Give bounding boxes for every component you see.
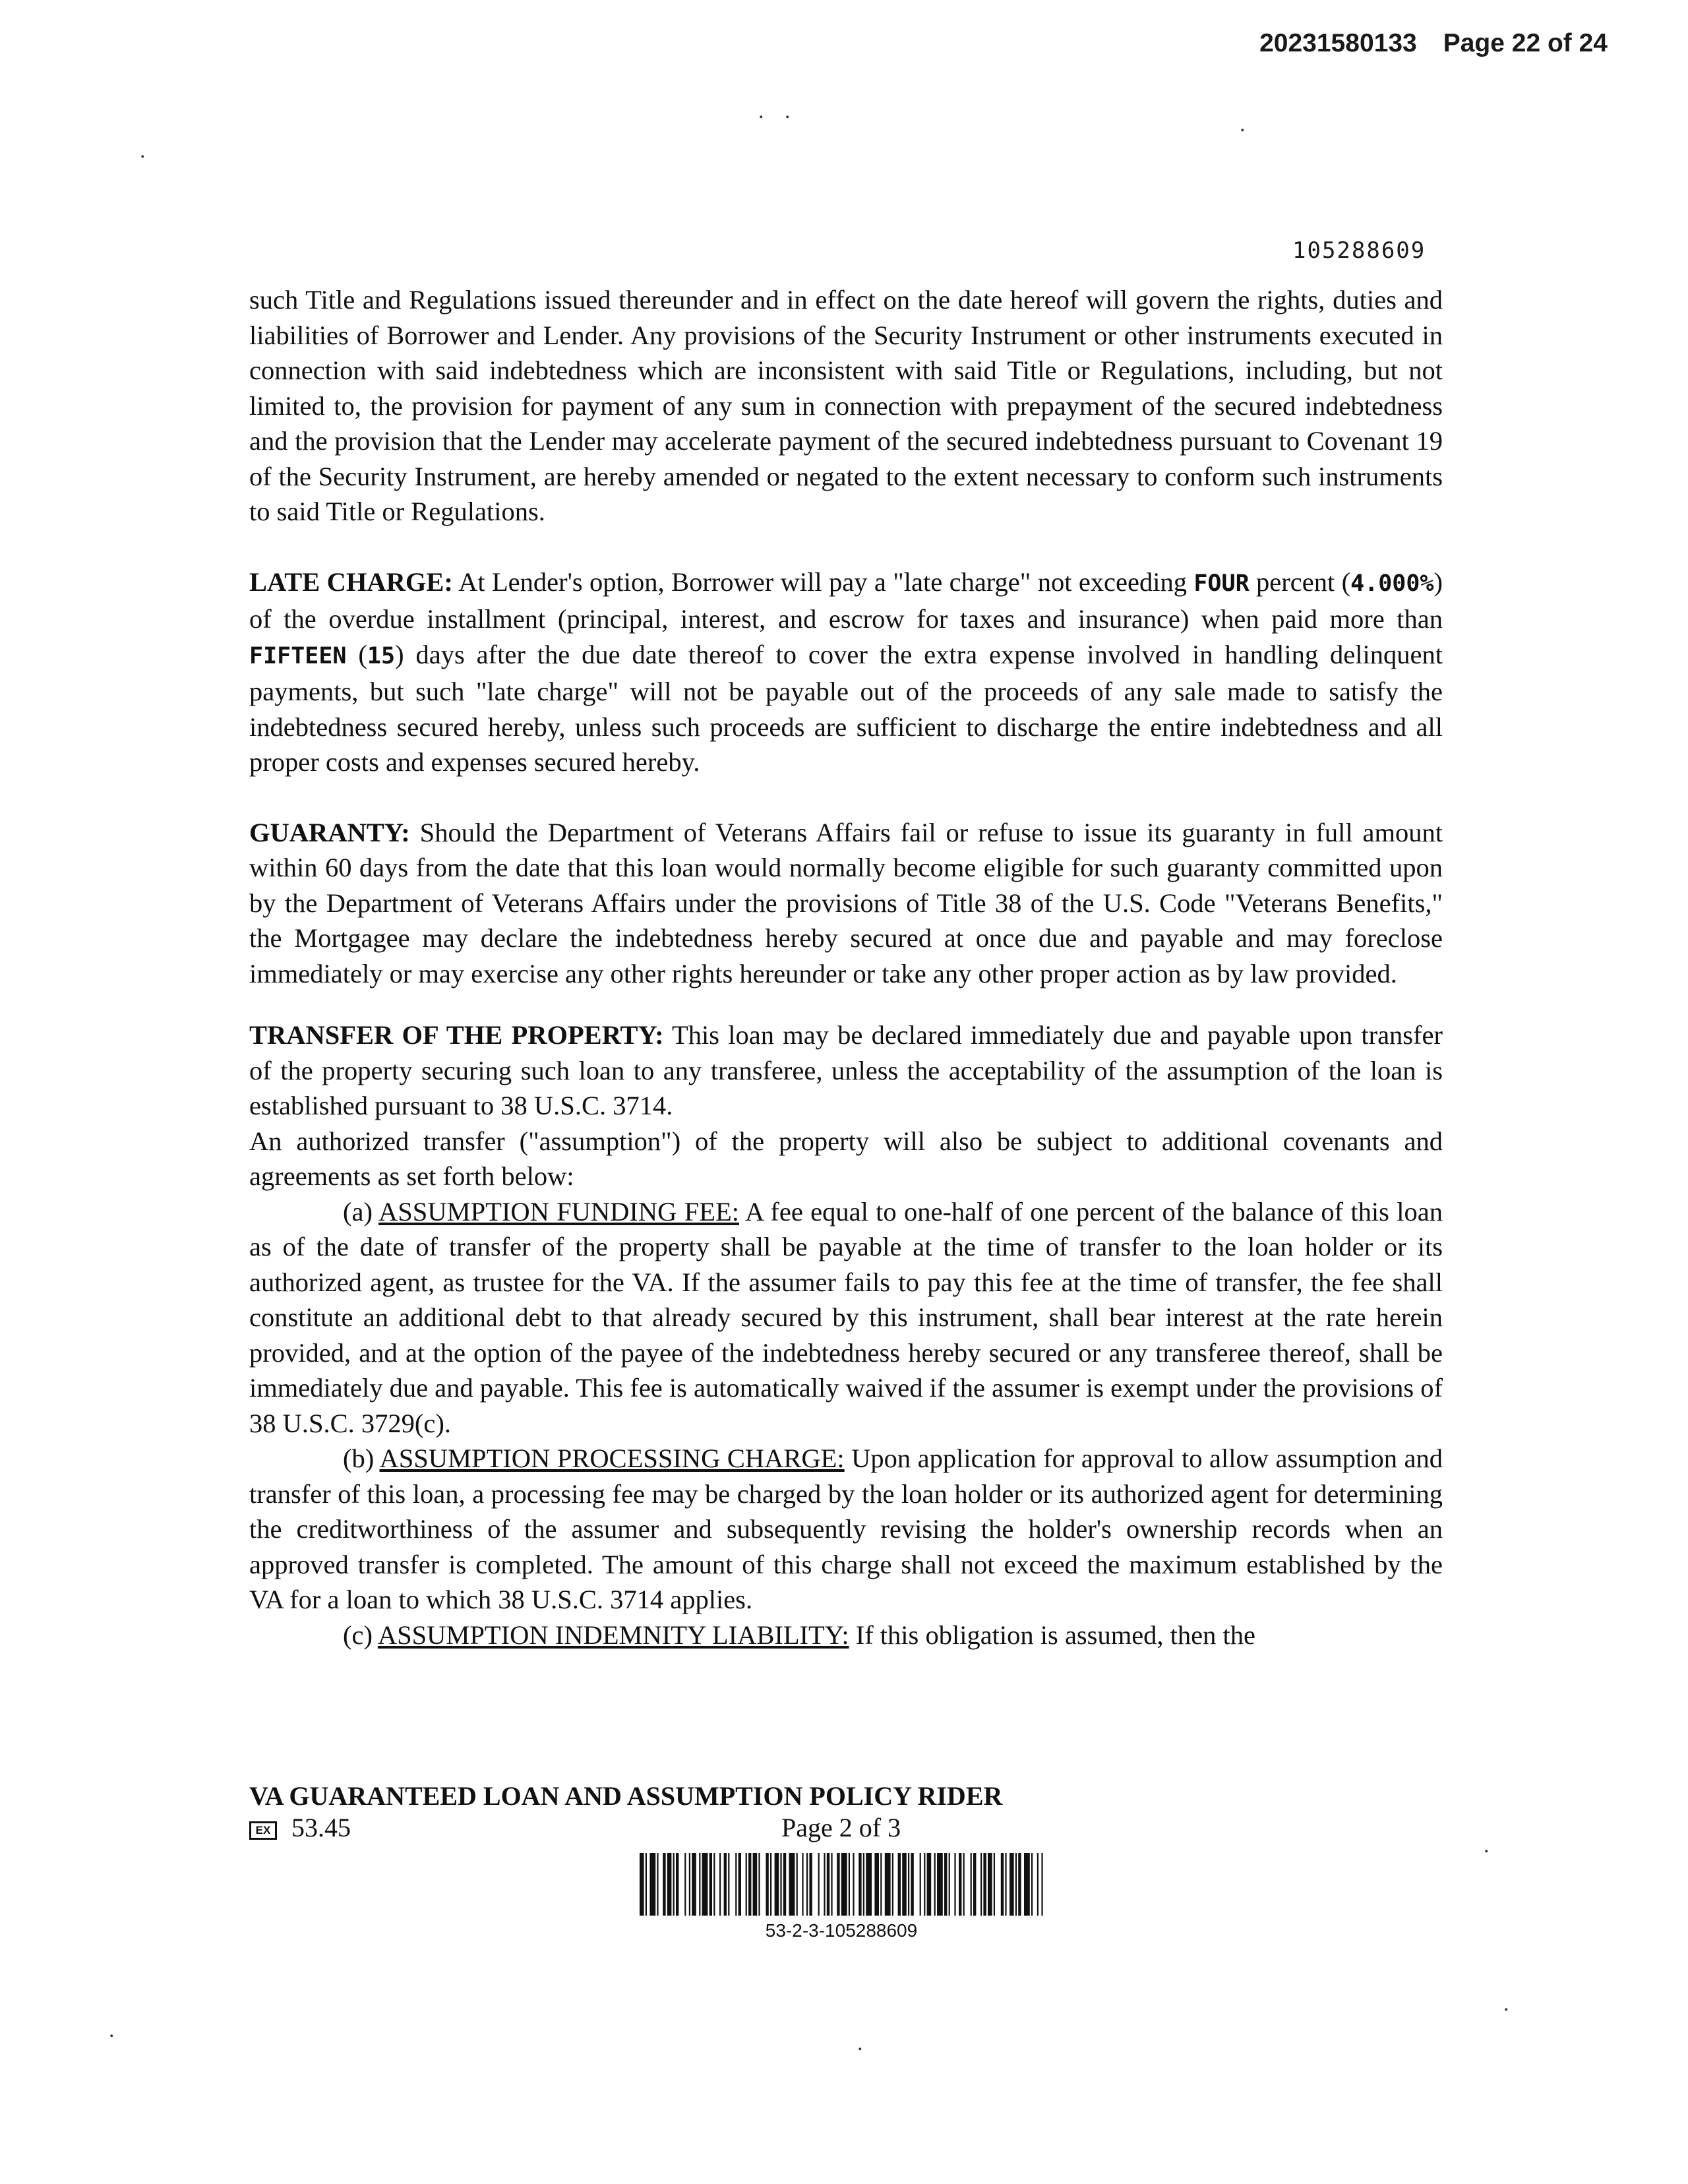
barcode-bar bbox=[880, 1853, 882, 1916]
barcode-bar bbox=[724, 1853, 727, 1916]
barcode-bar bbox=[789, 1853, 795, 1916]
assumption-processing-charge-item bbox=[249, 1441, 1443, 1618]
item-title: ASSUMPTION INDEMNITY LIABILITY: bbox=[377, 1620, 849, 1650]
barcode-bar bbox=[853, 1853, 854, 1916]
barcode-bar bbox=[837, 1853, 839, 1916]
late-charge-section bbox=[249, 564, 1443, 780]
barcode-bar bbox=[1015, 1853, 1017, 1916]
barcode-bar bbox=[892, 1853, 893, 1916]
late-charge-text: At Lender's option, Borrower will pay a "late charge" not exceeding bbox=[452, 566, 1194, 597]
barcode-bar bbox=[971, 1853, 972, 1916]
barcode-bar bbox=[1024, 1853, 1030, 1916]
item-text: If this obligation is assumed, then the bbox=[849, 1620, 1255, 1650]
ex-form-icon: EX bbox=[249, 1821, 277, 1840]
recording-number: 20231580133 bbox=[1259, 29, 1417, 57]
scan-speck: . bbox=[758, 99, 764, 123]
barcode-bar bbox=[934, 1853, 936, 1916]
barcode-bar bbox=[983, 1853, 986, 1916]
barcode-bar bbox=[818, 1853, 820, 1916]
transfer-section bbox=[249, 1017, 1443, 1124]
barcode-bar bbox=[758, 1853, 760, 1916]
item-text: A fee equal to one-half of one percent of the balance of this loan as of the date of transfer of the property shall be payable at the time of transfer to the loan holder or its authorized agent, as trustee for the VA. If the assumer fails to pay this fee at the time of transfer, the fee shall constitute an additional debt to that already secured by this instrument, shall bear interest at the rate herein provided, and at the option of the payee of the indebtedness hereby secured or any transferee thereof, shall be immediately due and payable. This fee is automatically waived if the assumer is exempt under the provisions of 38 U.S.C. 3729(c). bbox=[249, 1196, 1443, 1438]
barcode-bar bbox=[937, 1853, 943, 1916]
barcode-bar bbox=[920, 1853, 921, 1916]
barcode-bar bbox=[689, 1853, 690, 1916]
barcode-bar bbox=[663, 1853, 665, 1916]
late-charge-days-value: 15 bbox=[367, 642, 396, 669]
barcode-bar bbox=[827, 1853, 829, 1916]
intro-paragraph: such Title and Regulations issued thereunder and in effect on the date hereof will govern the rights, duties and liabilities of Borrower and Lender. Any provisions of the Security Instrument or other instruments executed in connection with said indebtedness which are inconsistent with said Title or Regulations, including, but not limited to, the provision for payment of any sum in connection with prepayment of the secured indebtedness and the provision that the Lender may accelerate payment of the secured indebtedness pursuant to Covenant 19 of the Security Instrument, are hereby amended or negated to the extent necessary to conform such instruments to said Title or Regulations. bbox=[249, 285, 1443, 526]
barcode-bar bbox=[728, 1853, 729, 1916]
recording-header bbox=[1259, 29, 1608, 58]
loan-number: 105288609 bbox=[1292, 237, 1426, 264]
barcode-bar bbox=[775, 1853, 779, 1916]
barcode-bar bbox=[646, 1853, 647, 1916]
barcode-bar bbox=[902, 1853, 907, 1916]
scan-speck: . bbox=[1240, 112, 1246, 136]
barcode-bar bbox=[735, 1853, 737, 1916]
barcode-bar bbox=[885, 1853, 891, 1916]
item-marker: (a) bbox=[343, 1196, 379, 1227]
scan-speck: . bbox=[785, 99, 791, 123]
late-charge-text: ( bbox=[346, 639, 367, 669]
barcode-bar bbox=[1041, 1853, 1042, 1916]
barcode-bar bbox=[924, 1853, 925, 1916]
barcode-bar bbox=[770, 1853, 771, 1916]
barcode-bar bbox=[949, 1853, 950, 1916]
rider-body bbox=[249, 282, 1443, 1653]
guaranty-section bbox=[249, 815, 1443, 992]
scan-speck: . bbox=[140, 138, 146, 163]
transfer-heading: TRANSFER OF THE PROPERTY: bbox=[249, 1020, 664, 1050]
barcode-bar bbox=[783, 1853, 786, 1916]
barcode-bar bbox=[753, 1853, 758, 1916]
guaranty-heading: GUARANTY: bbox=[249, 817, 410, 847]
item-text: Upon application for approval to allow assumption and transfer of this loan, a processing fee may be charged by the loan holder or its authorized agent for determining the creditworthiness of the assumer and subsequently revising the holder's ownership records when an approved transfer is completed. The amount of this charge shall not exceed the maximum established by the VA for a loan to which 38 U.S.C. 3714 applies. bbox=[249, 1443, 1443, 1614]
barcode-bar bbox=[699, 1853, 700, 1916]
barcode-bar bbox=[738, 1853, 741, 1916]
barcode-bar bbox=[824, 1853, 825, 1916]
scan-speck: . bbox=[1503, 1991, 1509, 2016]
form-number: 53.45 bbox=[291, 1813, 351, 1842]
barcode-bar bbox=[809, 1853, 812, 1916]
barcode-bar bbox=[849, 1853, 850, 1916]
assumption-indemnity-liability-item bbox=[249, 1618, 1443, 1653]
barcode-bar bbox=[780, 1853, 781, 1916]
barcode-bar bbox=[649, 1853, 655, 1916]
barcode-bar bbox=[692, 1853, 696, 1916]
barcode-bar bbox=[719, 1853, 721, 1916]
barcode-bar bbox=[713, 1853, 715, 1916]
form-page-label: Page 2 of 3 bbox=[781, 1813, 901, 1842]
late-charge-text: ) days after the due date thereof to cover the extra expense involved in handling delinquent payments, but such "late charge" will not be payable out of the proceeds of any sale made to satisfy the indebtedness secured hereby, unless such proceeds are sufficient to discharge the entire indebtedness and all proper costs and expenses secured hereby. bbox=[249, 639, 1443, 777]
barcode-bar bbox=[667, 1853, 672, 1916]
barcode-bar bbox=[673, 1853, 675, 1916]
barcode-bar bbox=[841, 1853, 847, 1916]
item-title: ASSUMPTION FUNDING FEE: bbox=[378, 1196, 739, 1227]
barcode-bar bbox=[1010, 1853, 1014, 1916]
barcode-bar bbox=[988, 1853, 992, 1916]
barcode-bar bbox=[802, 1853, 803, 1916]
barcode-bar bbox=[797, 1853, 798, 1916]
barcode-bar bbox=[866, 1853, 872, 1916]
barcode-bar bbox=[1018, 1853, 1021, 1916]
barcode-bar bbox=[748, 1853, 751, 1916]
barcode-bar bbox=[1031, 1853, 1033, 1916]
recording-page-label: Page 22 of 24 bbox=[1443, 29, 1608, 57]
item-marker: (b) bbox=[343, 1443, 380, 1473]
scan-speck: . bbox=[109, 2018, 115, 2042]
barcode-bar bbox=[954, 1853, 955, 1916]
item-title: ASSUMPTION PROCESSING CHARGE: bbox=[379, 1443, 845, 1473]
barcode-bar bbox=[859, 1853, 861, 1916]
late-charge-text: ) of the overdue installment (principal, interest, and escrow for taxes and insurance) when paid more than bbox=[249, 566, 1443, 634]
barcode-bar bbox=[640, 1853, 644, 1916]
assumption-funding-fee-item bbox=[249, 1194, 1443, 1441]
late-charge-heading: LATE CHARGE: bbox=[249, 566, 453, 597]
barcode-bar bbox=[806, 1853, 808, 1916]
late-charge-text: percent ( bbox=[1249, 566, 1351, 597]
barcode-number: 53-2-3-105288609 bbox=[765, 1920, 918, 1941]
late-charge-percent-value: 4.000% bbox=[1350, 570, 1434, 597]
barcode-bar bbox=[911, 1853, 913, 1916]
transfer-authorized-paragraph: An authorized transfer ("assumption") of the property will also be subject to additional covenants and agreements as set forth below: bbox=[249, 1126, 1443, 1191]
late-charge-days-word: FIFTEEN bbox=[249, 642, 347, 669]
barcode-bar bbox=[657, 1853, 658, 1916]
transfer-text: This loan may be declared immediately due and payable upon transfer of the property securing such loan to any transferee, unless the acceptability of the assumption of the loan is established pursuant to 38 U.S.C. 3714. bbox=[249, 1020, 1443, 1120]
scan-speck: . bbox=[1484, 1833, 1490, 1858]
barcode-bar bbox=[874, 1853, 879, 1916]
barcode-bar bbox=[863, 1853, 864, 1916]
barcode-bar bbox=[994, 1853, 995, 1916]
barcode-bar bbox=[944, 1853, 947, 1916]
barcode-bar bbox=[959, 1853, 961, 1916]
barcode-bar bbox=[980, 1853, 982, 1916]
form-title: VA GUARANTEED LOAN AND ASSUMPTION POLICY RIDER bbox=[249, 1781, 1003, 1811]
form-number-line bbox=[249, 1812, 351, 1843]
barcode-bar bbox=[973, 1853, 976, 1916]
barcode-bar bbox=[684, 1853, 686, 1916]
barcode-bar bbox=[1037, 1853, 1039, 1916]
late-charge-percent-word: FOUR bbox=[1193, 570, 1250, 597]
barcode-bar bbox=[908, 1853, 909, 1916]
barcode-bar bbox=[702, 1853, 708, 1916]
barcode-bar bbox=[963, 1853, 965, 1916]
scan-speck: . bbox=[857, 2031, 863, 2055]
barcode-bar bbox=[1005, 1853, 1006, 1916]
guaranty-text: Should the Department of Veterans Affairs fail or refuse to issue its guaranty in full amount within 60 days from the date that this loan would normally become eligible for such guaranty committed upon by the Department of Veterans Affairs under the provisions of Title 38 of the U.S. Code "Veterans Benefits," the Mortgagee may declare the indebtedness hereby secured at once due and payable and may foreclose immediately or may exercise any other rights hereunder or take any other proper action as by law provided. bbox=[249, 817, 1443, 988]
barcode-bar bbox=[1001, 1853, 1004, 1916]
barcode-bar bbox=[927, 1853, 932, 1916]
barcode-bar bbox=[746, 1853, 747, 1916]
barcode-bar bbox=[766, 1853, 768, 1916]
barcode bbox=[640, 1853, 1043, 1916]
barcode-bar bbox=[898, 1853, 901, 1916]
item-marker: (c) bbox=[343, 1620, 378, 1650]
barcode-bar bbox=[676, 1853, 678, 1916]
barcode-bar bbox=[831, 1853, 832, 1916]
barcode-bar bbox=[709, 1853, 712, 1916]
